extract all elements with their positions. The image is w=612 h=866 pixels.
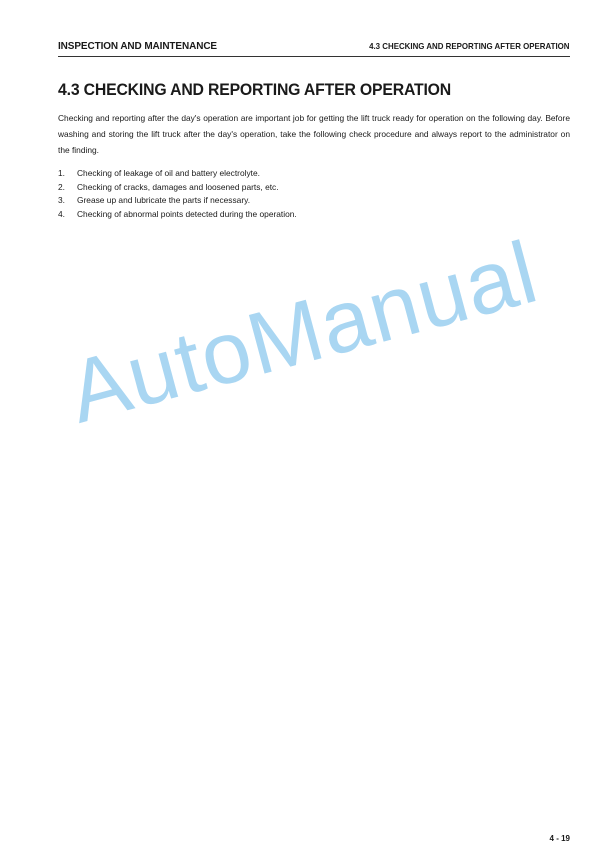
list-item-number: 4. — [58, 209, 65, 220]
list-item — [58, 194, 570, 208]
check-procedure-list — [58, 167, 570, 222]
header-chapter-title: 4.3 CHECKING AND REPORTING AFTER OPERATION — [369, 41, 570, 51]
list-item — [58, 167, 570, 181]
page-number: 4 - 19 — [549, 834, 570, 843]
header-section-title: INSPECTION AND MAINTENANCE — [58, 40, 217, 52]
page-header — [58, 40, 570, 57]
list-item — [58, 181, 570, 195]
list-item-text: Checking of abnormal points detected during the operation. — [77, 209, 297, 220]
intro-paragraph: Checking and reporting after the day's operation are important job for getting the lift truck ready for operation on the following day. Before washing and storing the lift truck after the day's operation, take the following check procedure and always report to the administrator on the finding. — [58, 113, 570, 155]
list-item-text: Checking of leakage of oil and battery electrolyte. — [77, 168, 260, 178]
list-item — [58, 208, 570, 222]
list-item-text: Checking of cracks, damages and loosened parts, etc. — [77, 181, 279, 192]
watermark: AutoManual — [58, 221, 548, 442]
list-item-number: 1. — [58, 168, 65, 178]
section-title: 4.3 CHECKING AND REPORTING AFTER OPERATION — [58, 80, 452, 99]
list-item-number: 2. — [58, 181, 65, 192]
list-item-number: 3. — [58, 195, 65, 206]
list-item-text: Grease up and lubricate the parts if necessary. — [77, 195, 251, 206]
